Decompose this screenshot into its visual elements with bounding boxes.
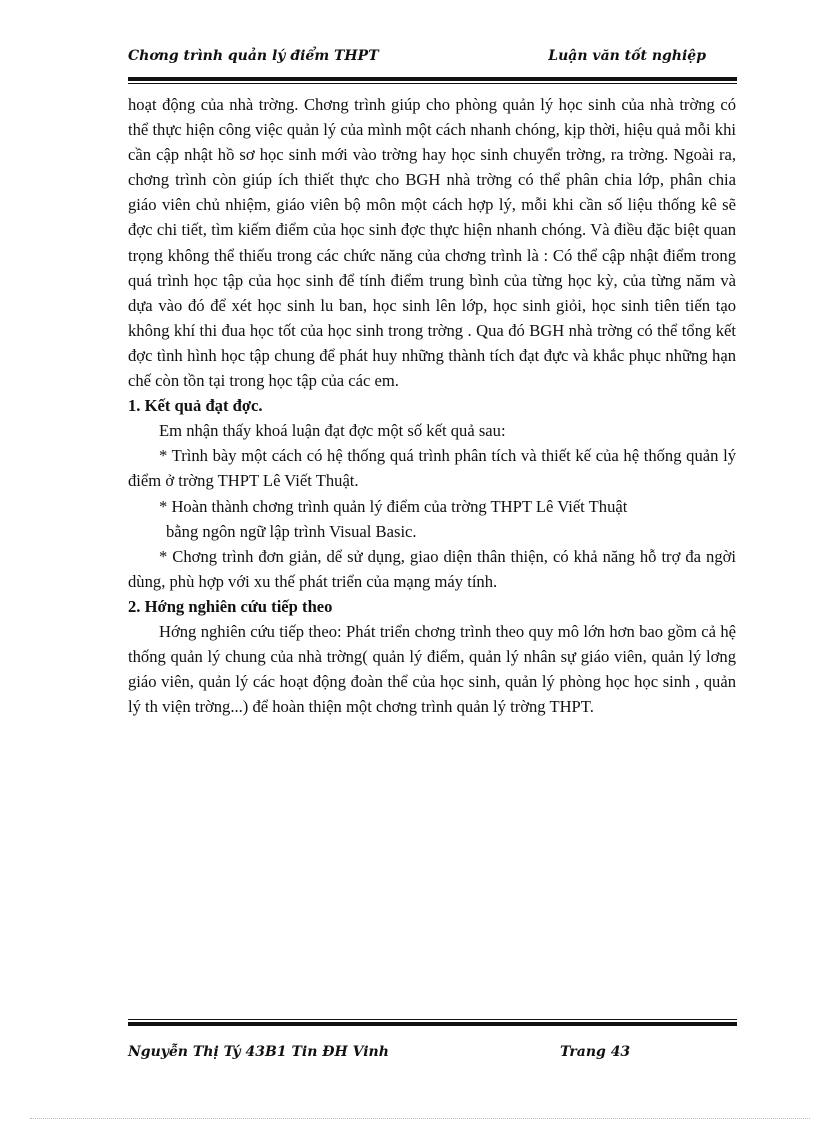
footer-rule-thin xyxy=(128,1019,737,1020)
page-header xyxy=(128,44,736,66)
header-rule-thin xyxy=(128,83,737,84)
header-document-type: Luận văn tốt nghiệp xyxy=(548,48,706,64)
footer-rule-thick xyxy=(128,1022,737,1026)
intro-paragraph: hoạt động của nhà trờng. Chơng trình giúp cho phòng quản lý học sinh của nhà trờng có thể thực hiện công việc quản lý của mình một cách nhanh chóng, kịp thời, hiệu quả mỗi khi cần cập nhật hồ sơ học sinh mới vào trờng hay học sinh chuyển trờng, ra trờng. Ngoài ra, chơng trình còn giúp ích thiết thực cho BGH nhà trờng có thể phân chia lớp, phân chia giáo viên chủ nhiệm, giáo viên bộ môn một cách hợp lý, mỗi khi cần số liệu thống kê sẽ đợc chi tiết, tìm kiếm điểm của học sinh đợc thực hiện nhanh chóng. Và điều đặc biệt quan trọng không thể thiếu trong các chức năng của chơng trình là : Có thể cập nhật điểm trong quá trình học tập của học sinh để tính điểm trung bình của từng học kỳ, của từng năm và dựa vào đó để xét học sinh lu ban, học sinh lên lớp, học sinh giỏi, học sinh tiên tiến tạo không khí thi đua học tốt của học sinh trong trờng . Qua đó BGH nhà trờng có thể tổng kết đợc tình hình học tập chung để phát huy những thành tích đạt đực và khắc phục những hạn chế còn tồn tại trong học tập của các em. xyxy=(128,95,736,391)
header-document-title: Chơng trình quản lý điểm THPT xyxy=(128,48,379,64)
section2-heading: 2. Hớng nghiên cứu tiếp theo xyxy=(128,596,333,616)
result-item-2-continuation: bằng ngôn ngữ lập trình Visual Basic. xyxy=(166,521,417,541)
section2-paragraph: Hớng nghiên cứu tiếp theo: Phát triển chơng trình theo quy mô lớn hơn bao gồm cả hệ thống quản lý chung của nhà trờng( quản lý điểm, quản lý nhân sự giáo viên, quản lý lơng giáo viên, quản lý các hoạt động đoàn thể của học sinh, quản lý phòng học học sinh , quản lý th viện trờng...) để hoàn thiện một chơng trình quản lý trờng THPT. xyxy=(128,621,736,717)
page-body xyxy=(128,92,736,719)
result-item-3: * Chơng trình đơn giản, dể sử dụng, giao diện thân thiện, có khả năng hỗ trợ đa ngời dùng, phù hợp với xu thế phát triển của mạng máy tính. xyxy=(128,546,736,591)
page-footer xyxy=(128,1042,736,1066)
header-rule-thick xyxy=(128,77,737,81)
result-item-1: * Trình bày một cách có hệ thống quá trình phân tích và thiết kế của hệ thống quản lý điểm ở trờng THPT Lê Viết Thuật. xyxy=(128,446,736,491)
page-bottom-divider xyxy=(30,1118,810,1119)
footer-page-number: Trang 43 xyxy=(560,1044,631,1060)
footer-author: Nguyễn Thị Tý 43B1 Tin ĐH Vinh xyxy=(128,1044,389,1060)
section1-heading: 1. Kết quả đạt đợc. xyxy=(128,396,263,416)
result-item-2: * Hoàn thành chơng trình quản lý điểm của trờng THPT Lê Viết Thuật xyxy=(159,496,628,516)
section1-intro: Em nhận thấy khoá luận đạt đợc một số kết quả sau: xyxy=(159,421,506,441)
